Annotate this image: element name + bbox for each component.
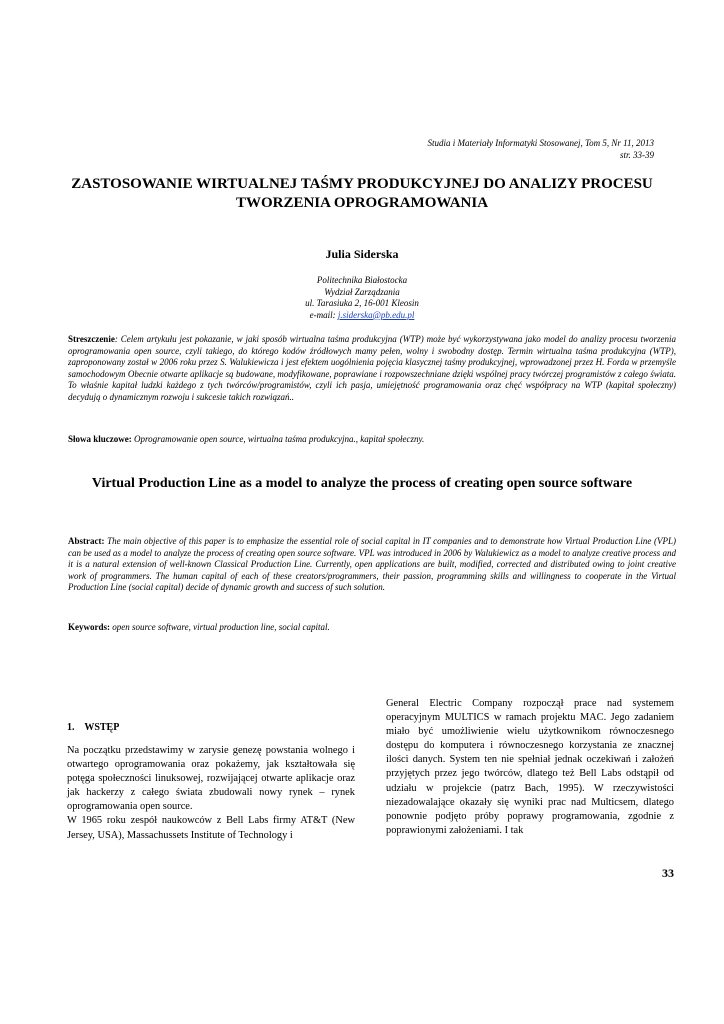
abstract-block [68,536,676,594]
streszczenie-block [68,334,676,403]
affiliation-email-line [0,310,724,322]
email-label: e-mail: [309,309,338,320]
journal-citation: Studia i Materiały Informatyki Stosowanej, Tom 5, Nr 11, 2013 [427,138,654,148]
title-english: Virtual Production Line as a model to analyze the process of creating open source software [91,476,633,491]
affiliation-faculty: Wydział Zarządzania [324,286,400,297]
journal-header [294,138,654,161]
abstract-label: Abstract: [68,536,105,546]
right-paragraph-1: General Electric Company rozpoczął prace nad systemem operacyjnym MULTICS w ramach projektu MAC. Jego zadaniem miało być umożliwienie wielu użytkownikom równoczesnego dostępu do komputera i równoczesnego korzystania ze znacznej ilości danych. System ten nie spełniał jednak oczekiwań i założeń przyjętych przez jego twórców, dlatego też Bell Labs odstąpił od udziału w projekcie (patrz Bach, 1995). W rzeczywistości niezadowalające okazały się wyniki prac nad Multicsem, dlatego ponownie podjęto próby poprawy programowania, zgodnie z poprawionymi założeniami. I tak [386,698,674,836]
left-paragraph-1: Na początku przedstawimy w zarysie genezę powstania wolnego i otwartego oprogramowania oraz pokażemy, jak kształtowała się potęga społeczności linuksowej, rozwijającej otwarte aplikacje oraz jak hackerzy z całego świata zbudowali nowy rynek – rynek oprogramowania open source. [67,745,355,813]
right-column [386,697,674,838]
slowa-kluczowe-block [68,434,676,446]
page-number: 33 [662,866,674,880]
left-column [67,744,355,843]
affiliation-address: ul. Tarasiuka 2, 16-001 Kleosin [305,298,419,309]
keywords-block [68,622,676,634]
section-heading: 1. WSTĘP [67,722,120,733]
left-paragraph-2: W 1965 roku zespół naukowców z Bell Labs firmy AT&T (New Jersey, USA), Massachussets Institute of Technology i [67,815,355,841]
keywords-text: open source software, virtual production line, social capital. [110,622,330,632]
keywords-label: Keywords: [68,622,110,632]
slowa-kluczowe-label: Słowa kluczowe: [68,434,132,444]
author-name: Julia Siderska [325,247,399,261]
journal-pages: str. 33-39 [619,149,654,160]
title-polish: ZASTOSOWANIE WIRTUALNEJ TAŚMY PRODUKCYJNEJ DO ANALIZY PROCESU TWORZENIA OPROGRAMOWANIA [71,176,653,211]
streszczenie-label: Streszczenie [68,334,115,344]
slowa-kluczowe-text: Oprogramowanie open source, wirtualna taśma produkcyjna., kapitał społeczny. [131,434,425,444]
email-link[interactable]: j.siderska@pb.edu.pl [337,309,415,320]
abstract-text: The main objective of this paper is to emphasize the essential role of social capital in IT companies and to demonstrate how Virtual Production Line (VPL) can be used as a model to analyze the process of creating open source software. VPL was introduced in 2006 by Walukiewicz as a model to analyze creative process and it is a natural extension of well-known Classical Production Line. Currently, open applications are built, modified, corrected and distributed owing to joint creative work of programmers. The human capital of each of these creators/programmers, their passion, programming skills and willingness to cooperate in the Virtual Production Line (social capital) decide of dynamic growth and success of such solution. [68,536,676,593]
affiliation-university: Politechnika Białostocka [316,275,408,285]
streszczenie-text: : Celem artykułu jest pokazanie, w jaki sposób wirtualna taśma produkcyjna (WTP) może być wykorzystywana jako model do analizy procesu tworzenia oprogramowania open source, czyli takiego, do którego kodów źródłowych mamy pełen, wolny i swobodny dostęp. Termin wirtualna taśma produkcyjna (WTP), zaproponowany został w 2006 roku przez S. Walukiewicza i jest efektem uogólnienia pojęcia klasycznej taśmy produkcyjnej, wprowadzonej przez H. Forda w przemyśle samochodowym Obecnie otwarte aplikacje są budowane, modyfikowane, poprawiane i rozpowszechniane dzięki wspólnej pracy twórczej programistów z całego świata. To właśnie kapitał ludzki każdego z tych twórców/programistów, czyli ich pasja, umiejętność programowania oraz chęć współpracy na WTP (kapitał społeczny) decydują o dynamicznym rozwoju i sukcesie takich rozwiązań.. [68,334,676,402]
affiliation [0,275,724,321]
